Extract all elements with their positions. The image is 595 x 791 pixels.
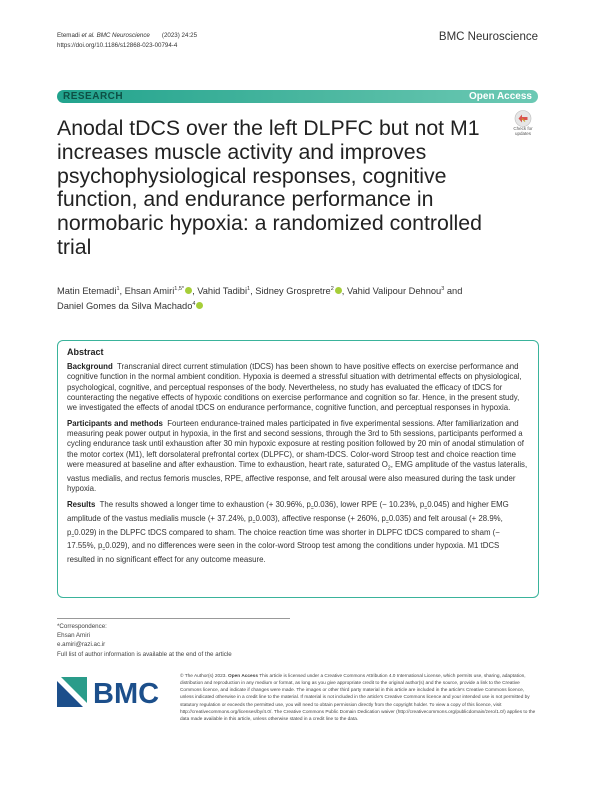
- footnote-divider: [57, 618, 290, 619]
- bmc-logo-text: BMC: [93, 678, 160, 707]
- author-name[interactable]: Matin Etemadi: [57, 286, 117, 297]
- author-info-note: Full list of author information is available at the end of the article: [57, 650, 232, 658]
- author-list: Matin Etemadi$^1$, Ehsan Amiri$^{1,5*}$ , Vahid Tadibi$^1$, Sidney Grospretre$^2$ , Vahid Valipour Dehnou$^3$ and Daniel Gomes da Silva Machado$^4$: [57, 286, 463, 312]
- license-open-access: Open Access: [228, 674, 258, 679]
- orcid-icon[interactable]: [196, 302, 203, 309]
- license-statement: © The Author(s) 2023. Open Access This article is licensed under a Creative Commons Attribution 4.0 International License, which permits use, sharing, adaptation, distribution and reproduction in any medium or format, as long as you give appropriate credit to the original author(s) and the source, provide a link to the Creative Commons licence, and indicate if changes were made. The images or other third party material in this article are included in the article's Creative Commons licence, unless indicated otherwise in a credit line to the material. If material is not included in the article's Creative Commons licence and your intended use is not permitted by statutory regulation or exceeds the permitted use, you will need to obtain permission directly from the copyright holder. To view a copy of this licence, visit http://creativecommons.org/licenses/by/4.0/. The Creative Commons Public Domain Dedication waiver (http://creativecommons.org/publicdomain/zero/1.0/) applies to the data made available in this article, unless otherwise stated in a credit line to the data.: [180, 674, 536, 722]
- check-for-updates-badge[interactable]: [508, 110, 538, 140]
- check-updates-label: Check for updates: [513, 126, 533, 136]
- abstract-methods: Participants and methods Fourteen endurance-trained males participated in five experimental sessions. After familiarization and measuring peak power output in hypoxia, in the first and second sessions, through the 3rd to 5th sessions, participants performed a cycling endurance task until exhaustion after 30 min hypoxic exposure at resting position followed by 20 min of anodal stimulation of the motor cortex (M1), left dorsolateral prefrontal cortex (DLPFC), or sham-tDCS. Color-word Stroop test and choice reaction time were measured at baseline and after exhaustion. Time to exhaustion, heart rate, saturated $O_2$, EMG amplitude of the vastus lateralis, vastus medialis, and rectus femoris muscles, RPE, affective response, and felt arousal were also measured during the task under hypoxia.: [67, 418, 528, 494]
- abstract-heading: Abstract: [67, 347, 104, 357]
- correspondence-label: *Correspondence:: [57, 623, 107, 630]
- author-name[interactable]: Daniel Gomes da Silva Machado: [57, 301, 193, 312]
- author-name[interactable]: Ehsan Amiri: [124, 286, 175, 297]
- journal-name: BMC Neuroscience: [438, 31, 538, 43]
- correspondence-email[interactable]: e.amiri@razi.ac.ir: [57, 641, 106, 649]
- section-label: RESEARCH: [63, 91, 124, 102]
- results-label: Results: [67, 499, 96, 509]
- article-title: Anodal tDCS over the left DLPFC but not M1 increases muscle activity and improves psychophysiological responses, cognitive function, and endurance performance in normobaric hypoxia: a randomized controlled trial: [57, 116, 482, 259]
- background-label: Background: [67, 362, 113, 371]
- correspondence-name: Ehsan Amiri: [57, 632, 91, 640]
- methods-label: Participants and methods: [67, 418, 163, 428]
- abstract-background: Background Transcranial direct current stimulation (tDCS) has been shown to have positive effects on exercise performance and cognitive function in the normal ambient condition. Hypoxia is deemed a stressful situation with detrimental effects on physiological, psychological, cognitive, and perceptual responses of the body. Nevertheless, no study has evaluated the efficacy of tDCS for counteracting the negative effects of hypoxic conditions on exercise performance and cognition so far. Hence, in the present study, we investigated the effects of anodal tDCS on endurance performance, cognitive function, and perceptual responses in hypoxia.: [67, 362, 522, 413]
- author-name[interactable]: Sidney Grospretre: [255, 286, 331, 297]
- correspondence: [57, 622, 232, 659]
- check-updates-icon: [508, 110, 538, 127]
- author-name[interactable]: Vahid Tadibi: [197, 286, 248, 297]
- section-banner: [57, 90, 538, 103]
- header-citation: [57, 31, 197, 50]
- header-author: Etemadi: [57, 32, 80, 39]
- abstract-box: [57, 340, 539, 598]
- header-year-pages: (2023) 24:25: [161, 32, 198, 39]
- orcid-icon[interactable]: [335, 287, 342, 294]
- author-name[interactable]: Vahid Valipour Dehnou: [346, 286, 442, 297]
- open-access-label: Open Access: [469, 91, 532, 102]
- header-doi[interactable]: https://doi.org/10.1186/s12868-023-00794-4: [57, 41, 178, 49]
- abstract-results: Results The results showed a longer time to exhaustion (+ 30.96%, $p_=0.036$), lower RPE (− 10.23%, $p_=0.045$) and higher EMG amplitude of the vastus medialis muscle (+ 37.24%, $p_=0.003$), affective response (+ 260%, $p_=0.035$) and felt arousal (+ 28.9%, $p_=0.029$) in the DLPFC tDCS compared to sham. The choice reaction time was shorter in DLPFC tDCS compared to sham (− 17.55%, $p_=0.029$), and no differences were seen in the color-word Stroop test among the conditions under hypoxia. M1 tDCS resulted in no significant effect for any outcome measure.: [67, 499, 509, 565]
- bmc-logo: [57, 675, 167, 707]
- header-journal-ref: et al. BMC Neuroscience: [81, 32, 150, 39]
